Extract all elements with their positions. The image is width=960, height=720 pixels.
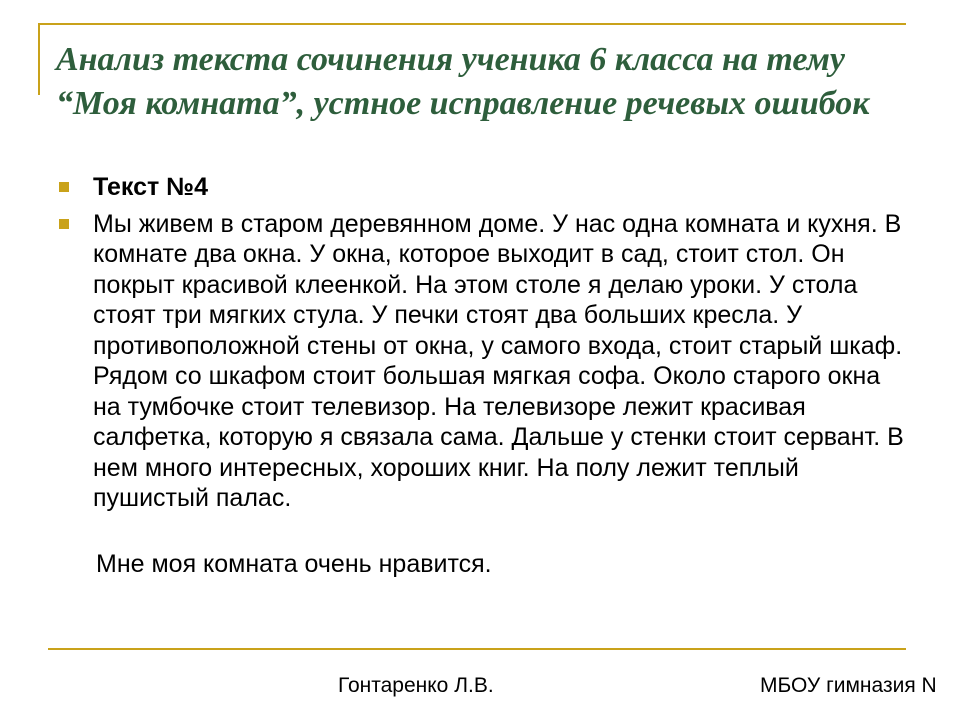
closing-sentence: Мне моя комната очень нравится. [96, 550, 492, 578]
square-bullet-icon [59, 182, 69, 192]
bullet-item-heading [56, 172, 906, 203]
title-top-rule [38, 23, 906, 25]
footer-school: МБОУ гимназия N [760, 674, 937, 697]
square-bullet-icon [59, 219, 69, 229]
slide-title: Анализ текста сочинения ученика 6 класса на тему “Моя комната”, устное исправление речевых ошибок [56, 41, 870, 122]
essay-text: Мы живем в старом деревянном доме. У нас одна комната и кухня. В комнате два окна. У окна, которое выходит в сад, стоит стол. Он покрыт красивой клеенкой. На этом столе я делаю уроки. У стола стоят три мягких стула. У печки стоят два больших кресла. У противоположной стены от окна, у самого входа, стоит старый шкаф. Рядом со шкафом стоит большая мягкая софа. Около старого окна на тумбочке стоит телевизор. На телевизоре лежит красивая салфетка, которую я связала сама. Дальше у стенки стоит сервант. В нем много интересных, хороших книг. На полу лежит теплый пушистый палас. [93, 209, 904, 512]
footer-rule [48, 648, 906, 650]
footer-author: Гонтаренко Л.В. [338, 674, 494, 697]
bullet-item-essay [56, 209, 906, 514]
bullet-list [56, 172, 906, 520]
text-number-heading: Текст №4 [93, 173, 208, 201]
title-left-rule [38, 23, 40, 95]
